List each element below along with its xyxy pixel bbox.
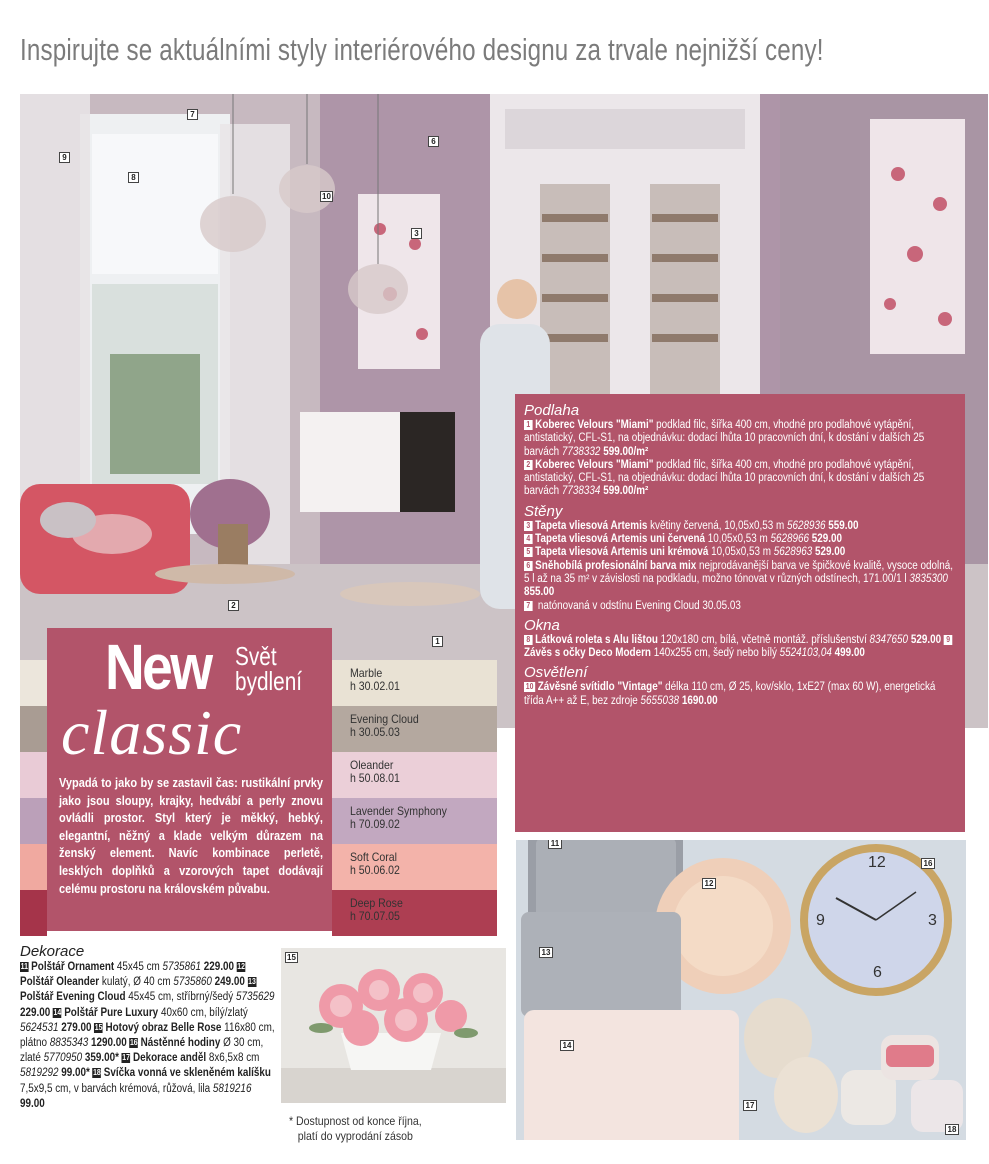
product-marker-12: 12: [702, 878, 716, 889]
classic-word: classic: [61, 697, 243, 768]
product-info-box: [515, 394, 965, 832]
products-illustration: [516, 840, 966, 1140]
section-title-podlaha: Podlaha: [524, 402, 580, 419]
room-marker-3: 3: [411, 228, 422, 239]
dekorace-items: 11 Polštář Ornament 45x45 cm 5735861 229.00 12Polštář Oleander kulatý, Ø 40 cm 5735860 249.00 13Polštář Evening Cloud 45x45 cm, stříbrný/šedý 5735629 229.00 14 Polštář Pure Luxury 40x60 cm, bílý/zlatý 5624531 279.00 15 Hotový obraz Belle Rose 116x80 cm, plátno 8835343 1290.00 16 Nástěnné hodiny Ø 30 cm, zlaté 5770950 359.00* 17 Dekorace anděl 8x6,5x8 cm 5819292 99.00* 18 Svíčka vonná ve skleněném kalíšku 7,5x9,5 cm, v barvách krémová, růžová, lila 5819216 99.00: [20, 961, 275, 1110]
section-title-dekorace: Dekorace: [20, 943, 85, 960]
item-8-9: 8 Látková roleta s Alu lištou 120x180 cm, bílá, včetně montáž. příslušenství 8347650 529.00 9Závěs s očky Deco Modern 140x255 cm, šedý nebo bílý 5524103,04 499.00: [524, 634, 956, 661]
item-1: 1 Koberec Velours "Miami" podklad filc, šířka 400 cm, vhodné pro podlahové vytápění, antistatický, CFL-S1, na objednávku: dodací lhůta 10 pracovních dní, k dostání v dalších 25 barvách 7738332 599.00/m²: [524, 419, 925, 458]
item-6: 6 Sněhobílá profesionální barva mix nejprodávanější barva ve špičkové kvalitě, vysoce odolná, 5 l až na 35 m² v závislosti na podkladu, možno tónovat v různých odstínech, 171.00/1 l 3835300 855.00: [524, 559, 953, 599]
swatch-evening-cloud: Evening Cloud h 30.05.03: [332, 706, 497, 752]
section-title-steny: Stěny: [524, 502, 563, 520]
product-marker-16: 16: [921, 858, 935, 869]
item-5: 5 Tapeta vliesová Artemis uni krémová 10,05x0,53 m 5628963 529.00: [524, 546, 956, 559]
clock-number-3: 3: [928, 912, 937, 929]
swatch-oleander: Oleander h 50.08.01: [332, 752, 497, 798]
swatch-color-oleander: [20, 752, 47, 798]
room-marker-1: 1: [432, 636, 443, 647]
item-10: 10 Závěsné svítidlo "Vintage" délka 110 cm, Ø 25, kov/sklo, 1xE27 (max 60 W), energetická třída A++ až E, bez zdroje 5655038 1690.00: [524, 681, 936, 707]
clock-number-12: 12: [868, 854, 886, 871]
product-marker-17: 17: [743, 1100, 757, 1111]
rose-bouquet-illustration: [281, 948, 506, 1103]
product-marker-14: 14: [560, 1040, 574, 1051]
room-marker-10: 10: [320, 191, 333, 202]
belle-rose-picture: [281, 948, 506, 1103]
room-marker-8: 8: [128, 172, 139, 183]
product-marker-11: 11: [548, 840, 562, 849]
product-marker-13: 13: [539, 947, 553, 958]
swatch-marble: Marble h 30.02.01: [332, 660, 497, 706]
dekorace-list: [20, 943, 278, 1112]
swatch-color-lavender: [20, 798, 47, 844]
swatch-color-soft-coral: [20, 844, 47, 890]
swatch-color-deep-rose: [20, 890, 47, 936]
swatch-lavender-symphony: Lavender Symphony h 70.09.02: [332, 798, 497, 844]
style-description: Vypadá to jako by se zastavil čas: rustikální prvky jako jsou sloupy, krajky, hedvábí a perly znovu ovládli prostor. Styl který je měkký, hebký, elegantní, něžný a klade velkým důrazem na ženský element. Navíc kombinace perletě, lesklých doplňků a vzorových tapet dodávají celému prostoru na královském půvabu.: [59, 776, 323, 896]
item-3: 3 Tapeta vliesová Artemis květiny červená, 10,05x0,53 m 5628936 559.00: [524, 520, 956, 533]
availability-note: * Dostupnost od konce října, platí do vyprodání zásob: [289, 1114, 422, 1143]
item-2: 2 Koberec Velours "Miami" podklad filc, šířka 400 cm, vhodné pro podlahové vytápění, antistatický, CFL-S1, na objednávku: dodací lhůta 10 pracovních dní, k dostání v dalších 25 barvách 7738334 599.00/m²: [524, 458, 925, 498]
swatch-color-evening-cloud: [20, 706, 47, 752]
product-marker-18: 18: [945, 1124, 959, 1135]
item-4: 4 Tapeta vliesová Artemis uni červená 10,05x0,53 m 5628966 529.00: [524, 533, 956, 546]
swatch-color-marble: [20, 660, 47, 706]
room-marker-9: 9: [59, 152, 70, 163]
svet-bydleni: Svět bydlení: [235, 641, 303, 696]
swatch-soft-coral: Soft Coral h 50.06.02: [332, 844, 497, 890]
photo-marker-15: 15: [285, 952, 298, 963]
section-title-okna: Okna: [524, 616, 560, 634]
item-7: 7 natónovaná v odstínu Evening Cloud 30.05.03: [524, 600, 956, 613]
page-headline: Inspirujte se aktuálními styly interiérového designu za trvale nejnižší ceny!: [20, 32, 824, 67]
room-marker-7: 7: [187, 109, 198, 120]
new-word: New: [105, 631, 211, 703]
products-photo: [516, 840, 966, 1140]
new-classic-panel: [47, 628, 332, 931]
section-title-osvetleni: Osvětlení: [524, 664, 588, 682]
swatch-deep-rose: Deep Rose h 70.07.05: [332, 890, 497, 936]
room-marker-6: 6: [428, 136, 439, 147]
room-marker-2: 2: [228, 600, 239, 611]
clock-number-6: 6: [873, 964, 882, 981]
clock-number-9: 9: [816, 912, 825, 929]
